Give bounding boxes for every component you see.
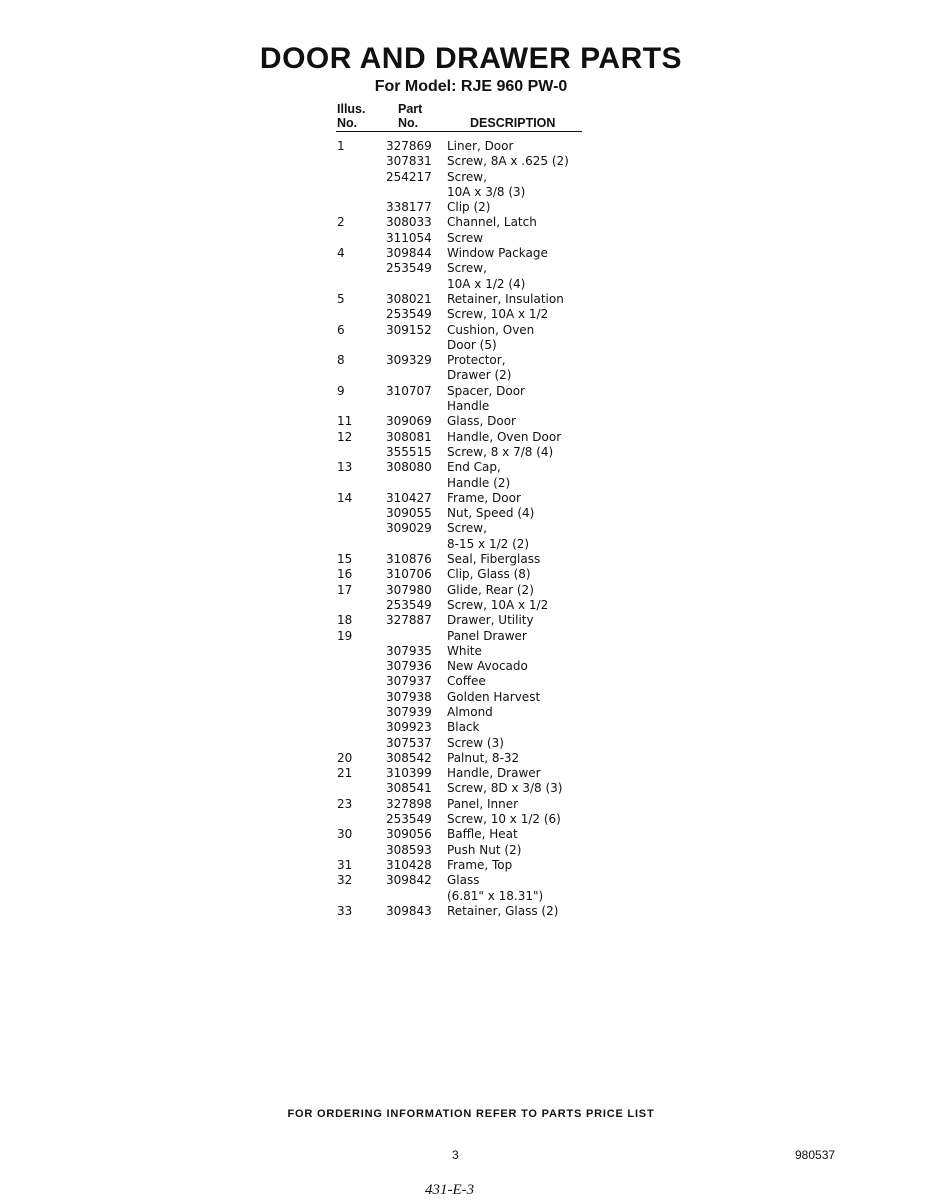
part-description: Liner, Door — [447, 139, 514, 153]
part-description: Glass, Door — [447, 414, 516, 429]
part-number: 308593 — [386, 842, 432, 857]
part-description: Drawer (2) — [447, 368, 512, 383]
part-number: 355515 — [386, 444, 432, 459]
part-number: 307537 — [386, 735, 432, 750]
table-row — [0, 629, 942, 644]
part-description: Screw (3) — [447, 735, 504, 750]
header-rule — [336, 131, 582, 132]
table-row — [0, 261, 942, 276]
illus-number: 8 — [337, 353, 345, 368]
part-description: Handle — [447, 399, 490, 414]
illus-number: 23 — [337, 796, 353, 811]
table-row — [0, 353, 942, 368]
table-row — [0, 506, 942, 521]
part-number: 307937 — [386, 674, 432, 689]
part-description: Push Nut (2) — [447, 842, 522, 857]
part-description: Seal, Fiberglass — [447, 552, 541, 567]
part-number: 308021 — [386, 291, 432, 306]
part-description: New Avocado — [447, 659, 528, 674]
table-row — [0, 720, 942, 735]
part-number: 309843 — [386, 903, 432, 918]
part-description: Palnut, 8-32 — [447, 750, 520, 765]
part-description: Coffee — [447, 674, 486, 689]
part-description: Screw, — [447, 169, 487, 184]
part-description: 8-15 x 1/2 (2) — [447, 536, 530, 551]
part-number: 253549 — [386, 261, 432, 276]
part-description: Screw, 10A x 1/2 — [447, 307, 549, 322]
illus-number: 33 — [337, 903, 353, 918]
illus-number: 16 — [337, 567, 353, 582]
illus-number: 12 — [337, 429, 353, 444]
part-number: 307831 — [386, 154, 432, 169]
table-row — [0, 307, 942, 322]
table-row — [0, 751, 942, 766]
part-number: 253549 — [386, 812, 432, 827]
part-description: Retainer, Insulation — [447, 291, 564, 306]
part-number: 310428 — [386, 857, 432, 872]
illus-number: 6 — [337, 322, 345, 337]
handwritten-note: 431-E-3 — [425, 1182, 475, 1198]
table-row — [0, 766, 942, 781]
illus-number: 1 — [337, 139, 345, 153]
illus-number: 31 — [337, 857, 353, 872]
part-number: 308081 — [386, 429, 432, 444]
illus-number: 30 — [337, 827, 353, 842]
part-number: 310707 — [386, 383, 432, 398]
header-description: DESCRIPTION — [470, 116, 556, 130]
part-description: Handle, Drawer — [447, 766, 541, 781]
part-number: 307939 — [386, 704, 432, 719]
part-number: 307938 — [386, 689, 432, 704]
part-number: 308080 — [386, 460, 432, 475]
table-row — [0, 521, 942, 536]
table-row — [0, 567, 942, 582]
table-row — [0, 644, 942, 659]
table-row — [0, 277, 942, 292]
table-row — [0, 598, 942, 613]
table-row — [0, 414, 942, 429]
table-row — [0, 476, 942, 491]
illus-number: 5 — [337, 291, 345, 306]
part-description: Spacer, Door — [447, 383, 525, 398]
part-description: Screw, 8A x .625 (2) — [447, 154, 569, 169]
part-description: Frame, Door — [447, 490, 521, 505]
part-description: Baffle, Heat — [447, 827, 518, 842]
part-number: 308033 — [386, 215, 432, 230]
part-number: 310706 — [386, 567, 432, 582]
part-description: Drawer, Utility — [447, 613, 534, 628]
part-number: 310876 — [386, 552, 432, 567]
illus-number: 13 — [337, 460, 353, 475]
table-row — [0, 827, 942, 842]
part-number: 309069 — [386, 414, 432, 429]
part-description: Clip (2) — [447, 200, 491, 215]
illus-number: 9 — [337, 383, 345, 398]
part-description: Clip, Glass (8) — [447, 567, 531, 582]
header-illus — [337, 102, 365, 130]
illus-number: 17 — [337, 582, 353, 597]
part-number: 307980 — [386, 582, 432, 597]
table-row — [0, 537, 942, 552]
table-row — [0, 781, 942, 796]
table-row — [0, 246, 942, 261]
part-description: Door (5) — [447, 337, 497, 352]
table-row — [0, 292, 942, 307]
table-row — [0, 812, 942, 827]
table-row — [0, 231, 942, 246]
table-row — [0, 705, 942, 720]
part-description: 10A x 1/2 (4) — [447, 276, 526, 291]
part-number: 309844 — [386, 246, 432, 261]
part-description: Panel Drawer — [447, 628, 527, 643]
part-description: Screw, 10A x 1/2 — [447, 597, 549, 612]
part-description: End Cap, — [447, 460, 501, 475]
header-part-bottom: No. — [398, 116, 419, 130]
part-number: 310399 — [386, 766, 432, 781]
table-row — [0, 797, 942, 812]
part-number: 253549 — [386, 597, 432, 612]
table-row — [0, 889, 942, 904]
table-row — [0, 552, 942, 567]
part-description: Screw, 8D x 3/8 (3) — [447, 781, 563, 796]
part-description: Channel, Latch — [447, 215, 537, 230]
table-row — [0, 445, 942, 460]
part-description: Screw — [447, 230, 484, 245]
model-subtitle: For Model: RJE 960 PW-0 — [374, 78, 568, 95]
table-row — [0, 215, 942, 230]
part-description: Screw, 8 x 7/8 (4) — [447, 444, 554, 459]
table-row — [0, 659, 942, 674]
part-description: Nut, Speed (4) — [447, 506, 535, 521]
part-number: 327898 — [386, 796, 432, 811]
table-row — [0, 460, 942, 475]
table-row — [0, 154, 942, 169]
table-row — [0, 873, 942, 888]
header-illus-bottom: No. — [337, 116, 358, 130]
table-row — [0, 904, 942, 919]
table-row — [0, 430, 942, 445]
part-description: Frame, Top — [447, 857, 513, 872]
part-description: Cushion, Oven — [447, 322, 535, 337]
part-description: Handle (2) — [447, 475, 511, 490]
table-row — [0, 613, 942, 628]
table-row — [0, 736, 942, 751]
part-number: 254217 — [386, 169, 432, 184]
part-number: 309055 — [386, 506, 432, 521]
ordering-footer: FOR ORDERING INFORMATION REFER TO PARTS PRICE LIST — [287, 1108, 655, 1120]
part-number: 309842 — [386, 873, 432, 888]
page-title: DOOR AND DRAWER PARTS — [259, 42, 683, 75]
part-number: 309056 — [386, 827, 432, 842]
part-description: 10A x 3/8 (3) — [447, 184, 526, 199]
table-row — [0, 491, 942, 506]
part-description: (6.81" x 18.31") — [447, 888, 544, 903]
illus-number: 21 — [337, 766, 353, 781]
illus-number: 19 — [337, 628, 353, 643]
part-description: Almond — [447, 704, 493, 719]
part-number: 309923 — [386, 720, 432, 735]
part-number: 327887 — [386, 613, 432, 628]
part-description: Glass — [447, 873, 480, 888]
header-illus-top: Illus. — [337, 102, 366, 116]
illus-number: 20 — [337, 750, 353, 765]
table-row — [0, 323, 942, 338]
table-row — [0, 674, 942, 689]
table-row — [0, 690, 942, 705]
illus-number: 11 — [337, 414, 353, 429]
header-part — [398, 102, 422, 130]
part-description: White — [447, 643, 482, 658]
illus-number: 4 — [337, 246, 345, 261]
part-description: Screw, — [447, 521, 487, 536]
illus-number: 32 — [337, 873, 353, 888]
table-row — [0, 843, 942, 858]
table-row — [0, 185, 942, 200]
part-description: Screw, 10 x 1/2 (6) — [447, 812, 561, 827]
part-description: Retainer, Glass (2) — [447, 903, 559, 918]
part-description: Protector, — [447, 353, 506, 368]
part-number: 327869 — [386, 139, 432, 153]
part-number: 308541 — [386, 781, 432, 796]
table-row — [0, 858, 942, 873]
part-number: 310427 — [386, 490, 432, 505]
part-description: Glide, Rear (2) — [447, 582, 534, 597]
part-number: 309329 — [386, 353, 432, 368]
part-description: Black — [447, 720, 480, 735]
document-number: 980537 — [795, 1148, 836, 1162]
part-number: 253549 — [386, 307, 432, 322]
table-row — [0, 399, 942, 414]
parts-table — [0, 139, 942, 919]
part-number: 307936 — [386, 659, 432, 674]
part-description: Panel, Inner — [447, 796, 519, 811]
part-description: Handle, Oven Door — [447, 429, 562, 444]
illus-number: 2 — [337, 215, 345, 230]
part-description: Golden Harvest — [447, 689, 541, 704]
illus-number: 18 — [337, 613, 353, 628]
illus-number: 15 — [337, 552, 353, 567]
part-description: Window Package — [447, 246, 548, 261]
part-number: 311054 — [386, 230, 432, 245]
part-number: 308542 — [386, 750, 432, 765]
table-row — [0, 139, 942, 154]
part-number: 309029 — [386, 521, 432, 536]
table-row — [0, 170, 942, 185]
page-number: 3 — [452, 1148, 459, 1162]
illus-number: 14 — [337, 490, 353, 505]
table-row — [0, 384, 942, 399]
part-number: 338177 — [386, 200, 432, 215]
table-row — [0, 200, 942, 215]
table-row — [0, 368, 942, 383]
part-description: Screw, — [447, 261, 487, 276]
header-part-top: Part — [398, 102, 423, 116]
part-number: 307935 — [386, 643, 432, 658]
table-row — [0, 583, 942, 598]
table-row — [0, 338, 942, 353]
part-number: 309152 — [386, 322, 432, 337]
